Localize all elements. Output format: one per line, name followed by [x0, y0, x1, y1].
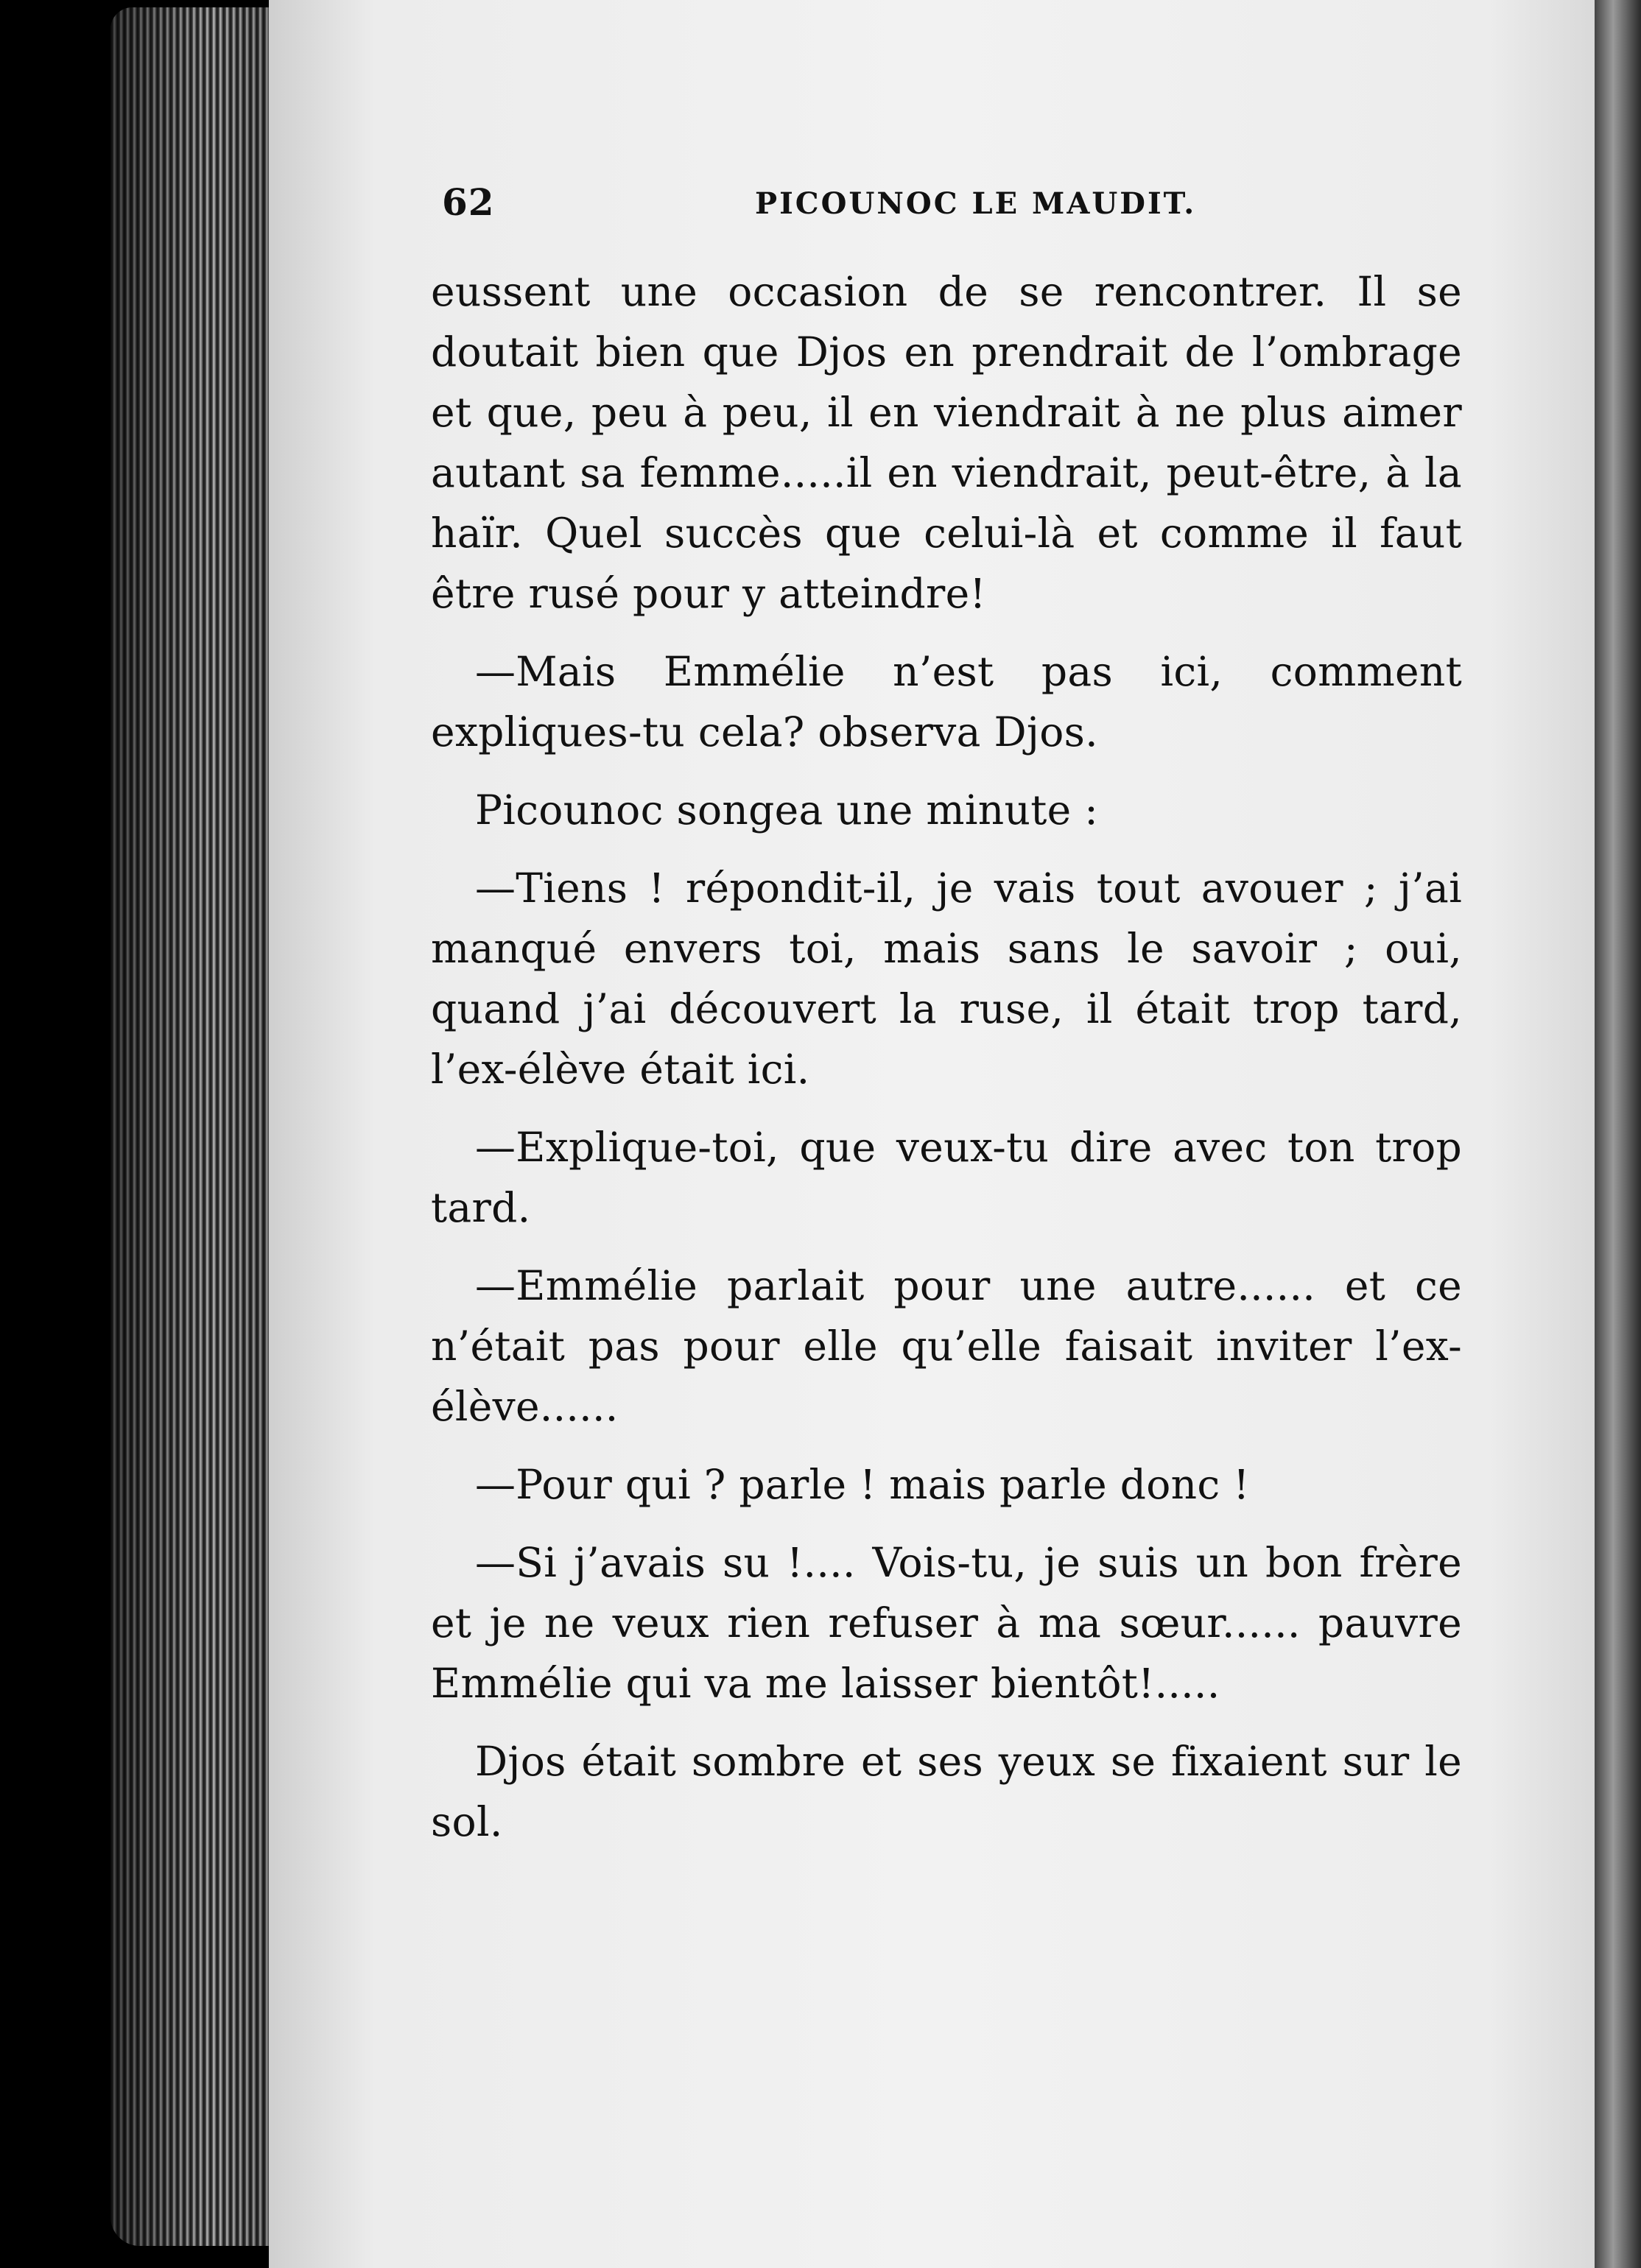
paragraph: —Mais Emmélie n’est pas ici, comment expliques-tu cela? observa Djos. [431, 648, 1462, 756]
paragraph: —Explique-toi, que veux-tu dire avec ton trop tard. [431, 1124, 1462, 1231]
page-header [431, 180, 1462, 232]
paragraph: Picounoc songea une minute : [475, 786, 1099, 834]
body-text [431, 261, 1462, 1852]
paragraph: —Si j’avais su !.... Vois-tu, je suis un bon frère et je ne veux rien refuser à ma sœur...... pauvre Emmélie qui va me laisser bientôt!..... [431, 1539, 1462, 1707]
running-title: PICOUNOC LE MAUDIT. [755, 186, 1197, 221]
page-content [431, 180, 1462, 1870]
scan-right-edge [1595, 0, 1641, 2268]
paragraph: Djos était sombre et ses yeux se fixaient sur le sol. [431, 1738, 1462, 1845]
page-edges-shade [110, 7, 280, 2246]
paragraph: —Tiens ! répondit-il, je vais tout avouer ; j’ai manqué envers toi, mais sans le savoir ; oui, quand j’ai découvert la ruse, il était trop tard, l’ex-élève était ici. [431, 864, 1462, 1093]
page-number: 62 [442, 180, 495, 224]
paragraph: —Pour qui ? parle ! mais parle donc ! [475, 1461, 1250, 1508]
paragraph: —Emmélie parlait pour une autre...... et ce n’était pas pour elle qu’elle faisait inviter l’ex-élève...... [431, 1262, 1462, 1430]
paragraph: eussent une occasion de se rencontrer. Il se doutait bien que Djos en prendrait de l’ombrage et que, peu à peu, il en viendrait à ne plus aimer autant sa femme.....il en viendrait, peut-être, à la haïr. Quel succès que celui-là et comme il faut être rusé pour y atteindre! [431, 268, 1462, 617]
